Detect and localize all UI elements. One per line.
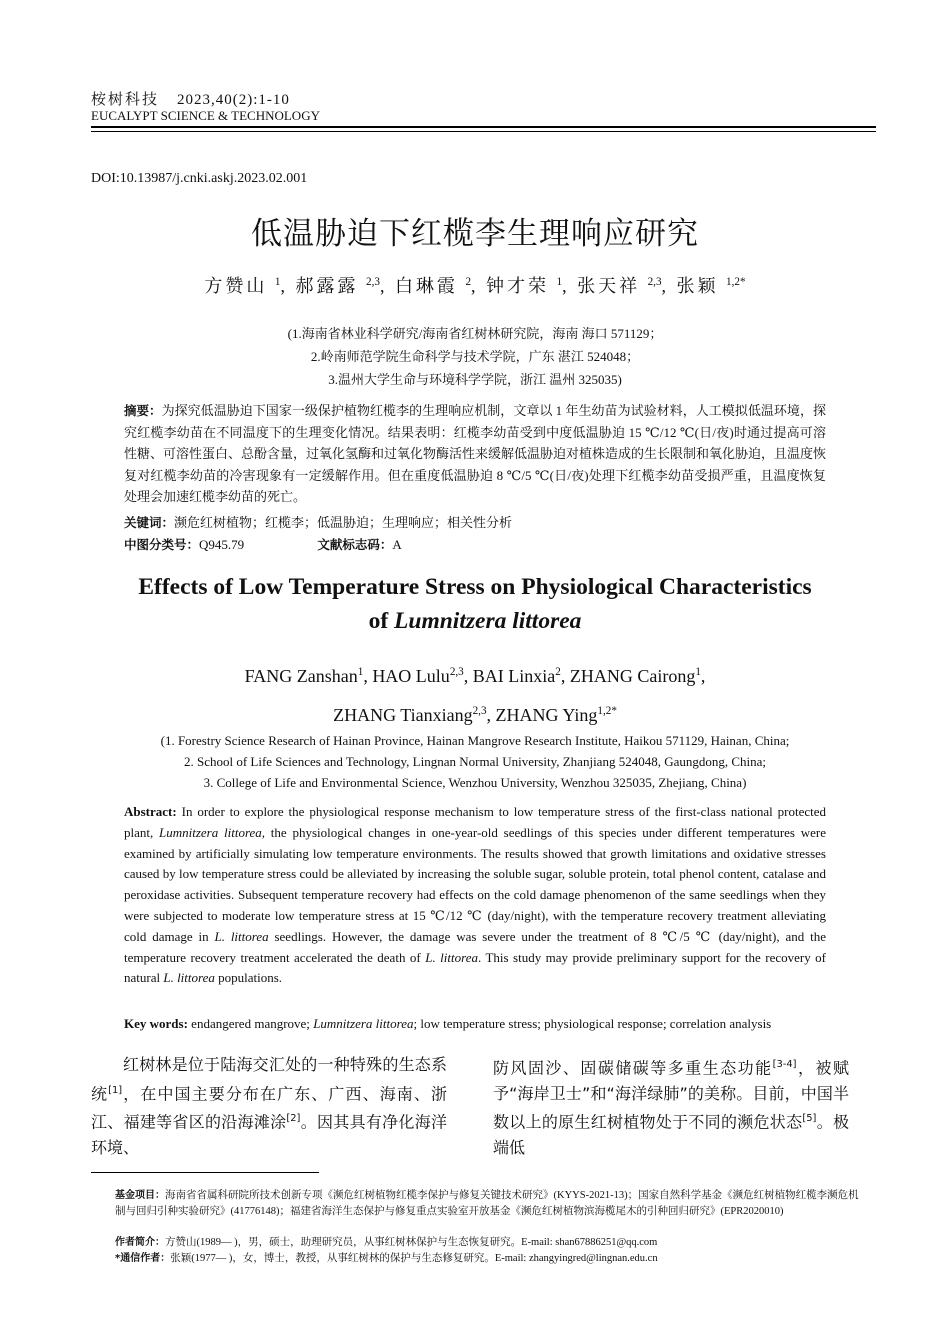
classification-cn <box>124 535 402 553</box>
abstract-en-label: Abstract: <box>124 804 177 819</box>
abstract-cn-text: 为探究低温胁迫下国家一级保护植物红榄李的生理响应机制，文章以 1 年生幼苗为试验材料，人工模拟低温环境，探究红榄李幼苗在不同温度下的生理变化情况。结果表明：红榄李幼苗受到中度低温胁迫 15 ℃/12 ℃(日/夜)时通过提高可溶性糖、可溶性蛋白、总酚含量，过氧化氢酶和过氧化物酶活性来缓解低温胁迫对植株造成的生长限制和氧化胁迫，且温度恢复对红榄李幼苗的冷害现象有一定缓解作用。但在重度低温胁迫 8 ℃/5 ℃(日/夜)处理下红榄李幼苗受损严重，且温度恢复处理会加速红榄李幼苗的死亡。 <box>124 403 827 504</box>
doc-code-label: 文献标志码： <box>317 537 393 552</box>
affiliation-en-line: 3. College of Life and Environmental Science, Wenzhou University, Wenzhou 325035, Zhejiang, China) <box>203 775 747 790</box>
author-cn: 郝露露 $^{2,3}$ <box>295 276 380 296</box>
clc-label: 中图分类号： <box>124 537 200 552</box>
abstract-cn-label: 摘要： <box>124 403 162 418</box>
paper-title-en-line2: of Lumnitzera littorea <box>368 608 582 634</box>
affiliation-cn-line: (1.海南省林业科学研究/海南省红树林研究院，海南 海口 571129； <box>287 326 663 341</box>
doc-code-value: A <box>392 537 402 552</box>
body-column-left: 红树林是位于陆海交汇处的一种特殊的生态系统[1]，在中国主要分布在广东、广西、海南、浙江、福建等省区的沿海滩涂[2]。因其具有净化海洋环境、 <box>91 1055 447 1158</box>
author-en: BAI Linxia$^2$ <box>472 666 561 686</box>
author-cn: 钟才荣 $^1$ <box>486 276 563 296</box>
citation[interactable]: [5] <box>802 1113 817 1125</box>
author-en: ZHANG Cairong$^1$ <box>569 666 701 686</box>
author-cn: 白琳霞 $^2$ <box>394 276 472 296</box>
journal-header-cn <box>91 88 290 109</box>
keywords-en: Key words: endangered mangrove; Lumnitzera littorea; low temperature stress; physiological response; correlation analysis <box>124 1016 772 1031</box>
footnote-corresponding: *通信作者：张颖(1977— )，女，博士，教授，从事红树林的保护与生态修复研究。E-mail: zhangyingred@lingnan.edu.cn <box>115 1253 658 1264</box>
author-en: ZHANG Ying$^{1,2*}$ <box>495 705 617 725</box>
affiliation-cn-line: 3.温州大学生命与环境科学学院，浙江 温州 325035) <box>328 372 622 387</box>
header-rule-thin <box>91 131 876 132</box>
author-cn: 张天祥 $^{2,3}$ <box>577 276 662 296</box>
citation[interactable]: [1] <box>108 1084 123 1096</box>
author-cn: 张颖 $^{1,2*}$ <box>676 276 746 296</box>
affiliations-cn <box>0 322 950 391</box>
abstract-cn <box>124 400 826 508</box>
authors-en-line1: FANG Zanshan$^1$, HAO Lulu$^{2,3}$, BAI Linxia$^2$, ZHANG Cairong$^1$, <box>244 666 706 686</box>
citation[interactable]: [2] <box>286 1113 301 1125</box>
affiliations-en <box>0 730 950 793</box>
citation[interactable]: [3-4] <box>772 1059 797 1070</box>
authors-en-line2: ZHANG Tianxiang$^{2,3}$, ZHANG Ying$^{1,2*}$ <box>333 705 617 725</box>
paper-title-cn: 低温胁迫下红榄李生理响应研究 <box>251 216 699 252</box>
footnote-funding-label: 基金项目： <box>115 1190 165 1201</box>
author-en: FANG Zanshan$^1$ <box>244 666 364 686</box>
authors-en <box>0 655 950 733</box>
author-cn: 方赞山 $^1$ <box>204 276 281 296</box>
keywords-cn-text: 濒危红树植物；红榄李；低温胁迫；生理响应；相关性分析 <box>174 515 513 530</box>
doi: DOI:10.13987/j.cnki.askj.2023.02.001 <box>91 171 308 186</box>
keywords-en-label: Key words: <box>124 1016 188 1031</box>
keywords-cn-label: 关键词： <box>124 515 175 530</box>
paper-title-en <box>0 570 950 638</box>
author-en: HAO Lulu$^{2,3}$ <box>372 666 464 686</box>
clc-value: Q945.79 <box>199 537 245 552</box>
affiliation-en-line: 2. School of Life Sciences and Technology, Lingnan Normal University, Zhanjiang 524048, Gaungdong, China; <box>183 754 767 769</box>
journal-name-en: EUCALYPT SCIENCE & TECHNOLOGY <box>91 108 320 123</box>
footnote-rule <box>91 1172 319 1173</box>
footnote-corresponding-label: *通信作者： <box>115 1253 171 1264</box>
affiliation-en-line: (1. Forestry Science Research of Hainan Province, Hainan Mangrove Research Institute, Haikou 571129, Hainan, China; <box>160 733 790 748</box>
authors-cn: 方赞山 $^1$, 郝露露 $^{2,3}$, 白琳霞 $^2$, 钟才荣 $^1$, 张天祥 $^{2,3}$, 张颖 $^{1,2*}$ <box>204 276 746 296</box>
journal-name-cn: 桉树科技 <box>91 92 160 108</box>
body-column-right: 防风固沙、固碳储碳等多重生态功能[3-4]，被赋予“海岸卫士”和“海洋绿肺”的美称。目前，中国半数以上的原生红树植物处于不同的濒危状态[5]。极端低 <box>493 1058 849 1158</box>
header-rule-thick <box>91 126 876 128</box>
affiliation-cn-line: 2.岭南师范学院生命科学与技术学院，广东 湛江 524048； <box>310 349 640 364</box>
footnote-funding: 基金项目：海南省省属科研院所技术创新专项《濒危红树植物红榄李保护与修复关键技术研究》(KYYS-2021-13)；国家自然科学基金《濒危红树植物红榄李濒危机制与回归引种实验研究》(41776148)；福建省海洋生态保护与修复重点实验室开放基金《濒危红树植物滨海榄尾木的引种回归研究》(EPR2020010) <box>115 1190 859 1217</box>
journal-issue-pages: 2023,40(2):1-10 <box>177 92 290 108</box>
keywords-cn <box>124 512 512 531</box>
author-en: ZHANG Tianxiang$^{2,3}$ <box>333 705 487 725</box>
footnote-author: 作者简介：方赞山(1989— )，男，硕士，助理研究员，从事红树林保护与生态恢复研究。E-mail: shan67886251@qq.com <box>115 1237 658 1248</box>
abstract-en: Abstract: In order to explore the physiological response mechanism to low temperature stress of the first-class national protected plant, Lumnitzera littorea, the physiological changes in one-year-old seedlings of this species under different temperatures were examined by artificially simulating low temperature environments. The results showed that growth limitations and oxidative stresses caused by low temperature stress could be alleviated by increasing the soluble sugar, soluble protein, total phenol content, catalase and peroxidase activities. Subsequent temperature recovery had effects on the cold damage phenomenon of the same seedlings when they were subjected to moderate low temperature stress at 15 ℃/12 ℃ (day/night), with the temperature recovery treatment alleviating cold damage in L. littorea seedlings. However, the damage was severe under the treatment of 8 ℃/5 ℃ (day/night), and the temperature recovery treatment accelerated the death of L. littorea. This study may provide preliminary support for the recovery of natural L. littorea populations. <box>124 804 827 986</box>
footnote-author-label: 作者简介： <box>115 1237 165 1248</box>
paper-title-en-line1: Effects of Low Temperature Stress on Physiological Characteristics <box>138 574 812 600</box>
